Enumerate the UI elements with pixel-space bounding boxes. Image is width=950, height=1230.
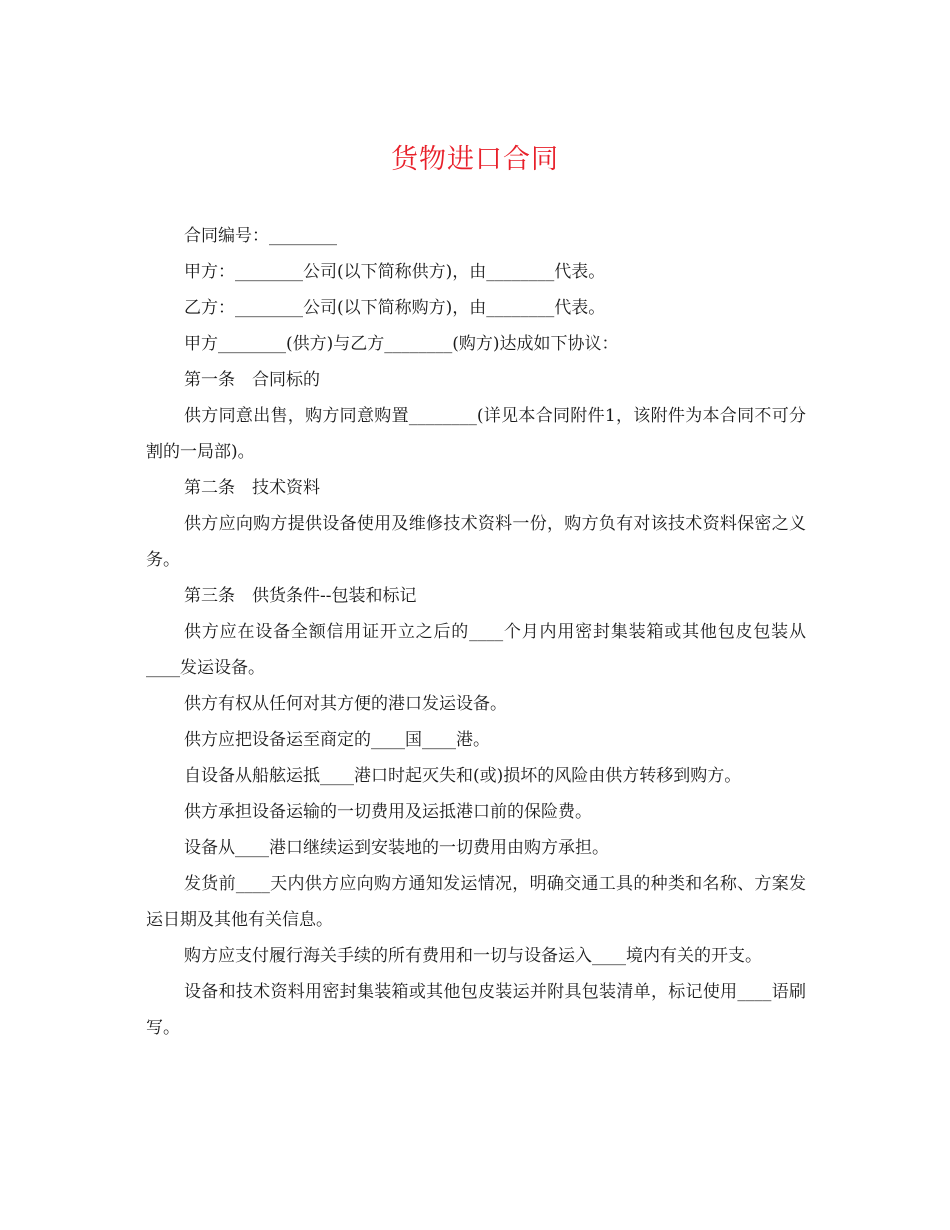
article-3-text-4: 自设备从船舷运抵____港口时起灭失和(或)损坏的风险由供方转移到购方。 <box>184 766 742 786</box>
article-1-heading: 第一条 合同标的 <box>184 370 320 390</box>
article-3-text-2: 供方有权从任何对其方便的港口发运设备。 <box>184 694 507 714</box>
article-3-text-3: 供方应把设备运至商定的____国____港。 <box>184 730 490 750</box>
party-a-line: 甲方：________公司(以下简称供方)，由________代表。 <box>184 262 606 282</box>
article-1-text: 供方同意出售，购方同意购置________(详见本合同附件1，该附件为本合同不可分割的一局部)。 <box>146 406 806 462</box>
article-3-text-8: 购方应支付履行海关手续的所有费用和一切与设备运入____境内有关的开支。 <box>184 946 762 966</box>
party-b-line: 乙方：________公司(以下简称购方)，由________代表。 <box>184 298 606 318</box>
document-body <box>146 218 806 1046</box>
article-3-heading: 第三条 供货条件--包装和标记 <box>184 586 417 606</box>
article-3-text-9: 设备和技术资料用密封集装箱或其他包皮装运并附具包装清单，标记使用____语刷写。 <box>146 982 806 1038</box>
article-3-text-1: 供方应在设备全额信用证开立之后的____个月内用密封集装箱或其他包皮包装从____发运设备。 <box>146 622 806 678</box>
article-3-text-6: 设备从____港口继续运到安装地的一切费用由购方承担。 <box>184 838 609 858</box>
contract-number-line: 合同编号：________ <box>184 226 337 246</box>
document-title: 货物进口合同 <box>391 144 559 175</box>
article-3-text-5: 供方承担设备运输的一切费用及运抵港口前的保险费。 <box>184 802 592 822</box>
agreement-intro: 甲方________(供方)与乙方________(购方)达成如下协议： <box>184 334 619 354</box>
article-2-text: 供方应向购方提供设备使用及维修技术资料一份，购方负有对该技术资料保密之义务。 <box>146 514 806 570</box>
article-3-text-7: 发货前____天内供方应向购方通知发运情况，明确交通工具的种类和名称、方案发运日期及其他有关信息。 <box>146 874 806 930</box>
article-2-heading: 第二条 技术资料 <box>184 478 320 498</box>
